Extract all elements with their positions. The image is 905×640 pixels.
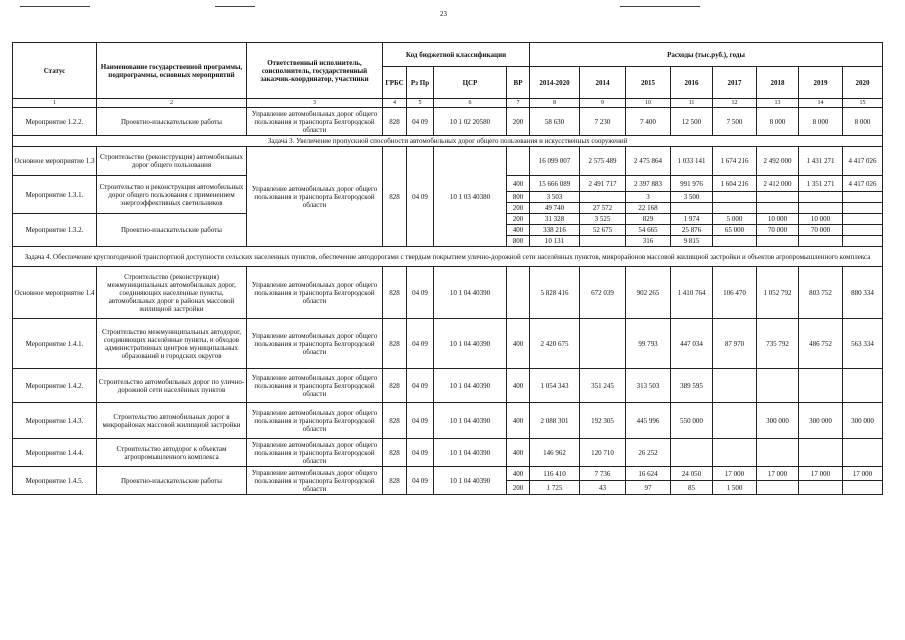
row-executor: Управление автомобильных дорог общего пользования и транспорта Белгородской области (247, 267, 383, 319)
value-cell: 1 974 (671, 214, 713, 225)
row-csr: 10 1 04 40390 (434, 267, 507, 319)
task-4-title: Задача 4. Обеспечение круглогодичной транспортной доступности сельских населенных пунктов, обеспечение автодорогами с твердым покрытием улично-дорожной сети населённых пунктов, микрорайонов массовой жилищной застройки и объектов агропромышленного комплекса (13, 247, 883, 267)
task-row (13, 247, 883, 267)
row-rzpr: 04 09 (407, 147, 434, 247)
value-cell (843, 192, 883, 203)
value-cell: 2 492 000 (757, 147, 799, 176)
value-cell: 16 624 (626, 467, 671, 481)
value-cell: 99 793 (626, 319, 671, 369)
row-vr: 400 (507, 439, 530, 467)
value-cell: 351 245 (580, 369, 626, 403)
value-cell (580, 319, 626, 369)
value-cell (757, 236, 799, 247)
row-name: Строительство автомобильных дорог по улично-дорожной сети населённых пунктов (97, 369, 247, 403)
value-cell: 2 420 675 (530, 319, 580, 369)
row-status: Мероприятие 1.4.5. (13, 467, 97, 495)
column-index-cell: 12 (713, 99, 757, 108)
row-status: Основное мероприятие 1.4 (13, 267, 97, 319)
value-cell (713, 192, 757, 203)
value-cell: 1 431 271 (799, 147, 843, 176)
value-cell (671, 203, 713, 214)
value-cell: 563 334 (843, 319, 883, 369)
value-cell (799, 369, 843, 403)
value-cell: 550 000 (671, 403, 713, 439)
value-cell: 52 675 (580, 225, 626, 236)
value-cell: 447 034 (671, 319, 713, 369)
value-cell (713, 236, 757, 247)
row-grbs: 828 (383, 267, 407, 319)
top-rule-left (20, 6, 90, 7)
column-index-cell: 8 (530, 99, 580, 108)
header-year: 2014 (580, 67, 626, 99)
header-expenses: Расходы (тыс.руб.), годы (530, 43, 883, 67)
value-cell: 70 000 (757, 225, 799, 236)
row-name: Проектно-изыскательские работы (97, 214, 247, 247)
row-vr: 400 (507, 467, 530, 481)
value-cell: 7 736 (580, 467, 626, 481)
value-cell: 25 876 (671, 225, 713, 236)
value-cell (713, 403, 757, 439)
row-csr: 10 1 03 40380 (434, 147, 507, 247)
header-year: 2019 (799, 67, 843, 99)
value-cell: 12 500 (671, 108, 713, 136)
value-cell: 146 962 (530, 439, 580, 467)
column-index-cell: 9 (580, 99, 626, 108)
value-cell (843, 481, 883, 495)
row-executor: Управление автомобильных дорог общего пользования и транспорта Белгородской области (247, 147, 383, 247)
value-cell (843, 369, 883, 403)
header-program: Наименование государственной программы, подпрограммы, основных мероприятий (97, 43, 247, 99)
column-index-cell: 6 (434, 99, 507, 108)
header-vr: ВР (507, 67, 530, 99)
row-name: Строительство и реконструкция автомобильных дорог общего пользования с применением энергоэффективных светильников (97, 176, 247, 214)
value-cell: 991 976 (671, 176, 713, 192)
table-row (13, 108, 883, 136)
value-cell: 1 351 271 (799, 176, 843, 192)
value-cell: 7 230 (580, 108, 626, 136)
value-cell: 1 674 216 (713, 147, 757, 176)
column-index-cell: 5 (407, 99, 434, 108)
row-status: Основное мероприятие 1.3 (13, 147, 97, 176)
value-cell: 10 000 (799, 214, 843, 225)
row-vr: 800 (507, 192, 530, 203)
value-cell: 829 (626, 214, 671, 225)
row-executor: Управление автомобильных дорог общего пользования и транспорта Белгородской области (247, 108, 383, 136)
value-cell (843, 225, 883, 236)
header-year: 2017 (713, 67, 757, 99)
row-vr: 400 (507, 319, 530, 369)
value-cell: 1 500 (713, 481, 757, 495)
top-rule-mid (215, 6, 255, 7)
value-cell (799, 439, 843, 467)
value-cell: 3 503 (530, 192, 580, 203)
value-cell (757, 192, 799, 203)
row-rzpr: 04 09 (407, 108, 434, 136)
row-name: Проектно-изыскательские работы (97, 108, 247, 136)
row-rzpr: 04 09 (407, 467, 434, 495)
row-name: Строительство (реконструкция) межмуниципальных автомобильных дорог, соединяющих населенные пункты, автомобильных дорог в районах массовой жилищной застройки (97, 267, 247, 319)
value-cell: 4 417 026 (843, 147, 883, 176)
value-cell: 1 725 (530, 481, 580, 495)
row-vr: 200 (507, 203, 530, 214)
value-cell: 3 (626, 192, 671, 203)
header-year: 2016 (671, 67, 713, 99)
table-row (13, 369, 883, 403)
value-cell (580, 192, 626, 203)
row-vr: 400 (507, 176, 530, 192)
value-cell (671, 439, 713, 467)
row-csr: 10 1 04 40390 (434, 467, 507, 495)
value-cell (757, 481, 799, 495)
value-cell: 120 710 (580, 439, 626, 467)
expenses-table (12, 42, 883, 495)
row-grbs: 828 (383, 147, 407, 247)
table-row (13, 403, 883, 439)
column-index-cell: 14 (799, 99, 843, 108)
row-grbs: 828 (383, 467, 407, 495)
value-cell: 1 410 764 (671, 267, 713, 319)
value-cell: 1 054 343 (530, 369, 580, 403)
value-cell: 4 417 026 (843, 176, 883, 192)
value-cell (757, 369, 799, 403)
table-row (13, 319, 883, 369)
value-cell: 735 792 (757, 319, 799, 369)
row-grbs: 828 (383, 439, 407, 467)
value-cell: 300 000 (757, 403, 799, 439)
value-cell (843, 439, 883, 467)
value-cell: 1 033 141 (671, 147, 713, 176)
header-csr: ЦСР (434, 67, 507, 99)
row-vr: 200 (507, 214, 530, 225)
value-cell: 58 630 (530, 108, 580, 136)
value-cell: 116 410 (530, 467, 580, 481)
value-cell: 2 412 000 (757, 176, 799, 192)
value-cell (843, 203, 883, 214)
row-name: Строительство (реконструкция) автомобильных дорог общего пользования (97, 147, 247, 176)
value-cell: 338 216 (530, 225, 580, 236)
value-cell (843, 214, 883, 225)
value-cell: 3 525 (580, 214, 626, 225)
value-cell: 880 334 (843, 267, 883, 319)
task-3-title: Задача 3. Увеличение пропускной способности автомобильных дорог общего пользования и искусственных сооружений (13, 136, 883, 147)
row-csr: 10 1 04 40390 (434, 403, 507, 439)
header-year: 2014-2020 (530, 67, 580, 99)
value-cell: 1 052 792 (757, 267, 799, 319)
row-status: Мероприятие 1.3.2. (13, 214, 97, 247)
row-executor: Управление автомобильных дорог общего пользования и транспорта Белгородской области (247, 369, 383, 403)
value-cell: 16 099 007 (530, 147, 580, 176)
value-cell: 300 000 (799, 403, 843, 439)
header-budget-code: Код бюджетной классификации (383, 43, 530, 67)
value-cell: 26 252 (626, 439, 671, 467)
row-vr: 200 (507, 481, 530, 495)
value-cell: 22 168 (626, 203, 671, 214)
row-vr: 800 (507, 236, 530, 247)
value-cell (799, 481, 843, 495)
row-executor: Управление автомобильных дорог общего пользования и транспорта Белгородской области (247, 403, 383, 439)
row-rzpr: 04 09 (407, 369, 434, 403)
value-cell: 316 (626, 236, 671, 247)
row-csr: 10 1 02 20580 (434, 108, 507, 136)
row-rzpr: 04 09 (407, 267, 434, 319)
header-year: 2020 (843, 67, 883, 99)
column-index-cell: 15 (843, 99, 883, 108)
row-grbs: 828 (383, 319, 407, 369)
value-cell: 106 470 (713, 267, 757, 319)
value-cell: 27 572 (580, 203, 626, 214)
value-cell (757, 203, 799, 214)
page-number: 23 (440, 10, 447, 18)
row-name: Проектно-изыскательские работы (97, 467, 247, 495)
column-index-cell: 1 (13, 99, 97, 108)
value-cell: 389 595 (671, 369, 713, 403)
row-name: Строительство межмуниципальных автодорог, соединяющих населённые пункты, и обходов административных центров муниципальных образований и городских округов (97, 319, 247, 369)
column-index-cell: 2 (97, 99, 247, 108)
header-grbs: ГРБС (383, 67, 407, 99)
column-index-row (13, 99, 883, 108)
value-cell: 85 (671, 481, 713, 495)
value-cell: 300 000 (843, 403, 883, 439)
row-rzpr: 04 09 (407, 403, 434, 439)
value-cell: 10 000 (757, 214, 799, 225)
value-cell (713, 439, 757, 467)
row-vr: 400 (507, 369, 530, 403)
row-name: Строительство автомобильных дорог в микрорайонах массовой жилищной застройки (97, 403, 247, 439)
value-cell: 1 604 216 (713, 176, 757, 192)
value-cell: 70 000 (799, 225, 843, 236)
value-cell: 24 050 (671, 467, 713, 481)
value-cell: 17 000 (799, 467, 843, 481)
header-year: 2015 (626, 67, 671, 99)
table-row (13, 147, 883, 176)
value-cell: 43 (580, 481, 626, 495)
row-rzpr: 04 09 (407, 439, 434, 467)
value-cell: 7 500 (713, 108, 757, 136)
value-cell: 17 000 (713, 467, 757, 481)
header-status: Статус (13, 43, 97, 99)
table-row (13, 439, 883, 467)
row-grbs: 828 (383, 108, 407, 136)
value-cell: 5 000 (713, 214, 757, 225)
row-status: Мероприятие 1.4.4. (13, 439, 97, 467)
value-cell: 54 665 (626, 225, 671, 236)
value-cell (799, 203, 843, 214)
value-cell: 15 666 089 (530, 176, 580, 192)
header-executor: Ответственный исполнитель, соисполнитель, государственный заказчик-координатор, участники (247, 43, 383, 99)
value-cell: 8 000 (843, 108, 883, 136)
row-vr: 400 (507, 225, 530, 236)
value-cell: 486 752 (799, 319, 843, 369)
row-status: Мероприятие 1.3.1. (13, 176, 97, 214)
task-row (13, 136, 883, 147)
value-cell: 3 500 (671, 192, 713, 203)
row-csr: 10 1 04 40390 (434, 319, 507, 369)
row-executor: Управление автомобильных дорог общего пользования и транспорта Белгородской области (247, 319, 383, 369)
value-cell: 87 970 (713, 319, 757, 369)
value-cell: 313 503 (626, 369, 671, 403)
row-vr: 200 (507, 108, 530, 136)
value-cell: 2 397 883 (626, 176, 671, 192)
value-cell (713, 203, 757, 214)
value-cell (580, 236, 626, 247)
value-cell: 2 475 864 (626, 147, 671, 176)
row-status: Мероприятие 1.4.2. (13, 369, 97, 403)
row-status: Мероприятие 1.4.1. (13, 319, 97, 369)
row-csr: 10 1 04 40390 (434, 439, 507, 467)
row-vr (507, 147, 530, 176)
row-grbs: 828 (383, 403, 407, 439)
value-cell: 97 (626, 481, 671, 495)
value-cell (799, 236, 843, 247)
value-cell (799, 192, 843, 203)
row-name: Строительство автодорог к объектам агропромышленного комплекса (97, 439, 247, 467)
value-cell: 31 328 (530, 214, 580, 225)
value-cell: 49 740 (530, 203, 580, 214)
value-cell: 2 088 301 (530, 403, 580, 439)
value-cell: 17 000 (843, 467, 883, 481)
value-cell: 10 131 (530, 236, 580, 247)
column-index-cell: 13 (757, 99, 799, 108)
value-cell: 9 815 (671, 236, 713, 247)
column-index-cell: 11 (671, 99, 713, 108)
row-vr: 400 (507, 403, 530, 439)
value-cell: 902 265 (626, 267, 671, 319)
row-status: Мероприятие 1.4.3. (13, 403, 97, 439)
value-cell (843, 236, 883, 247)
value-cell: 7 400 (626, 108, 671, 136)
value-cell: 2 575 489 (580, 147, 626, 176)
row-rzpr: 04 09 (407, 319, 434, 369)
value-cell: 672 039 (580, 267, 626, 319)
row-executor: Управление автомобильных дорог общего пользования и транспорта Белгородской области (247, 439, 383, 467)
value-cell: 192 305 (580, 403, 626, 439)
row-executor: Управление автомобильных дорог общего пользования и транспорта Белгородской области (247, 467, 383, 495)
header-rzpr: Рз Пр (407, 67, 434, 99)
table-row (13, 267, 883, 319)
column-index-cell: 3 (247, 99, 383, 108)
table-row (13, 467, 883, 481)
row-status: Мероприятие 1.2.2. (13, 108, 97, 136)
value-cell: 445 996 (626, 403, 671, 439)
value-cell: 5 828 416 (530, 267, 580, 319)
value-cell: 803 752 (799, 267, 843, 319)
value-cell (757, 439, 799, 467)
value-cell: 2 491 717 (580, 176, 626, 192)
column-index-cell: 10 (626, 99, 671, 108)
row-vr (507, 267, 530, 319)
value-cell: 8 000 (799, 108, 843, 136)
column-index-cell: 7 (507, 99, 530, 108)
value-cell: 65 000 (713, 225, 757, 236)
value-cell: 17 000 (757, 467, 799, 481)
value-cell: 8 000 (757, 108, 799, 136)
header-year: 2018 (757, 67, 799, 99)
top-rule-right (620, 6, 700, 7)
row-grbs: 828 (383, 369, 407, 403)
row-csr: 10 1 04 40390 (434, 369, 507, 403)
column-index-cell: 4 (383, 99, 407, 108)
value-cell (713, 369, 757, 403)
